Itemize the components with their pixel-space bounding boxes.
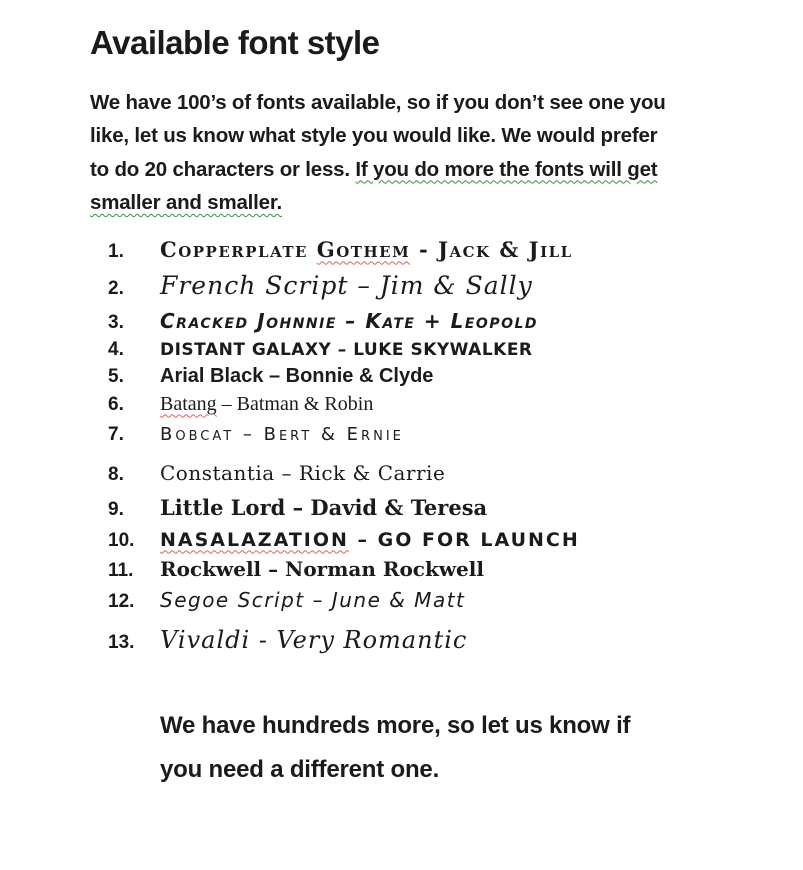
sample-text: – GO FOR LAUNCH xyxy=(348,528,580,551)
spellcheck-flagged-text: Gothem xyxy=(316,236,411,262)
font-sample xyxy=(160,495,487,520)
intro-text: like, let us know what style you would like. We would prefer xyxy=(90,124,658,148)
intro-line xyxy=(90,86,743,120)
font-sample xyxy=(160,365,433,388)
sample-text: Little Lord – David & Teresa xyxy=(160,494,488,520)
grammar-flagged-text: If you do more the fonts will get xyxy=(355,157,658,181)
font-sample xyxy=(160,529,580,551)
font-sample xyxy=(160,588,465,612)
list-item xyxy=(108,557,743,582)
list-item xyxy=(108,393,743,416)
item-number: 7. xyxy=(108,423,124,445)
sample-text: – Batman & Robin xyxy=(216,392,374,415)
list-item xyxy=(108,365,743,388)
font-sample xyxy=(160,461,445,485)
intro-line xyxy=(90,186,743,220)
grammar-flagged-text: smaller and smaller. xyxy=(90,191,283,215)
sample-text: Vivaldi - Very Romantic xyxy=(160,625,468,654)
sample-text: Rockwell – Norman Rockwell xyxy=(160,556,484,581)
list-item xyxy=(108,309,743,334)
sample-text: Bobcat – Bert & Ernie xyxy=(160,423,404,445)
item-number: 2. xyxy=(108,277,124,299)
sample-text: Arial Black – Bonnie & Clyde xyxy=(160,364,434,387)
list-item xyxy=(108,424,743,446)
intro-line xyxy=(90,119,743,153)
sample-text: - Jack & Jill xyxy=(410,236,573,262)
item-number: 4. xyxy=(108,338,124,360)
list-item xyxy=(108,237,743,263)
item-number: 12. xyxy=(108,590,135,612)
item-number: 1. xyxy=(108,240,124,262)
outro-paragraph xyxy=(160,704,743,792)
sample-text: Segoe Script – June & Matt xyxy=(160,587,466,612)
item-number: 10. xyxy=(108,529,135,551)
item-number: 9. xyxy=(108,498,124,520)
spellcheck-flagged-text: NASALAZATION xyxy=(160,528,349,551)
intro-paragraph xyxy=(90,86,743,220)
sample-text: Constantia – Rick & Carrie xyxy=(160,460,446,485)
intro-line xyxy=(90,153,743,187)
outro-line: you need a different one. xyxy=(160,755,440,783)
item-number: 8. xyxy=(108,463,124,485)
list-item xyxy=(108,529,743,552)
list-item xyxy=(108,588,743,613)
list-item xyxy=(108,495,743,521)
list-item xyxy=(108,339,743,361)
item-number: 5. xyxy=(108,365,124,387)
font-sample xyxy=(160,271,533,300)
list-item xyxy=(108,626,743,654)
item-number: 6. xyxy=(108,393,124,415)
outro-line: We have hundreds more, so let us know if xyxy=(160,711,631,739)
font-sample xyxy=(160,424,404,445)
list-item xyxy=(108,461,743,486)
intro-text: to do 20 characters or less. xyxy=(90,157,356,181)
font-sample xyxy=(160,393,373,416)
font-sample xyxy=(160,340,533,360)
intro-text: We have 100’s of fonts available, so if you don’t see one you xyxy=(90,90,666,114)
item-number: 11. xyxy=(108,559,134,581)
item-number: 13. xyxy=(108,631,135,653)
page-title: Available font style xyxy=(90,24,380,61)
font-sample xyxy=(160,237,573,262)
sample-text: French Script – Jim & Sally xyxy=(160,270,533,300)
font-sample xyxy=(160,557,484,581)
font-sample xyxy=(160,626,467,654)
spellcheck-flagged-text: Batang xyxy=(160,392,217,415)
item-number: 3. xyxy=(108,311,124,333)
font-sample xyxy=(160,309,538,333)
sample-text: Cracked Johnnie – Kate + Leopold xyxy=(160,308,539,333)
list-item xyxy=(108,271,743,300)
sample-text: Copperplate xyxy=(160,236,317,262)
sample-text: DISTANT GALAXY – LUKE SKYWALKER xyxy=(160,339,533,360)
font-list xyxy=(108,237,743,654)
